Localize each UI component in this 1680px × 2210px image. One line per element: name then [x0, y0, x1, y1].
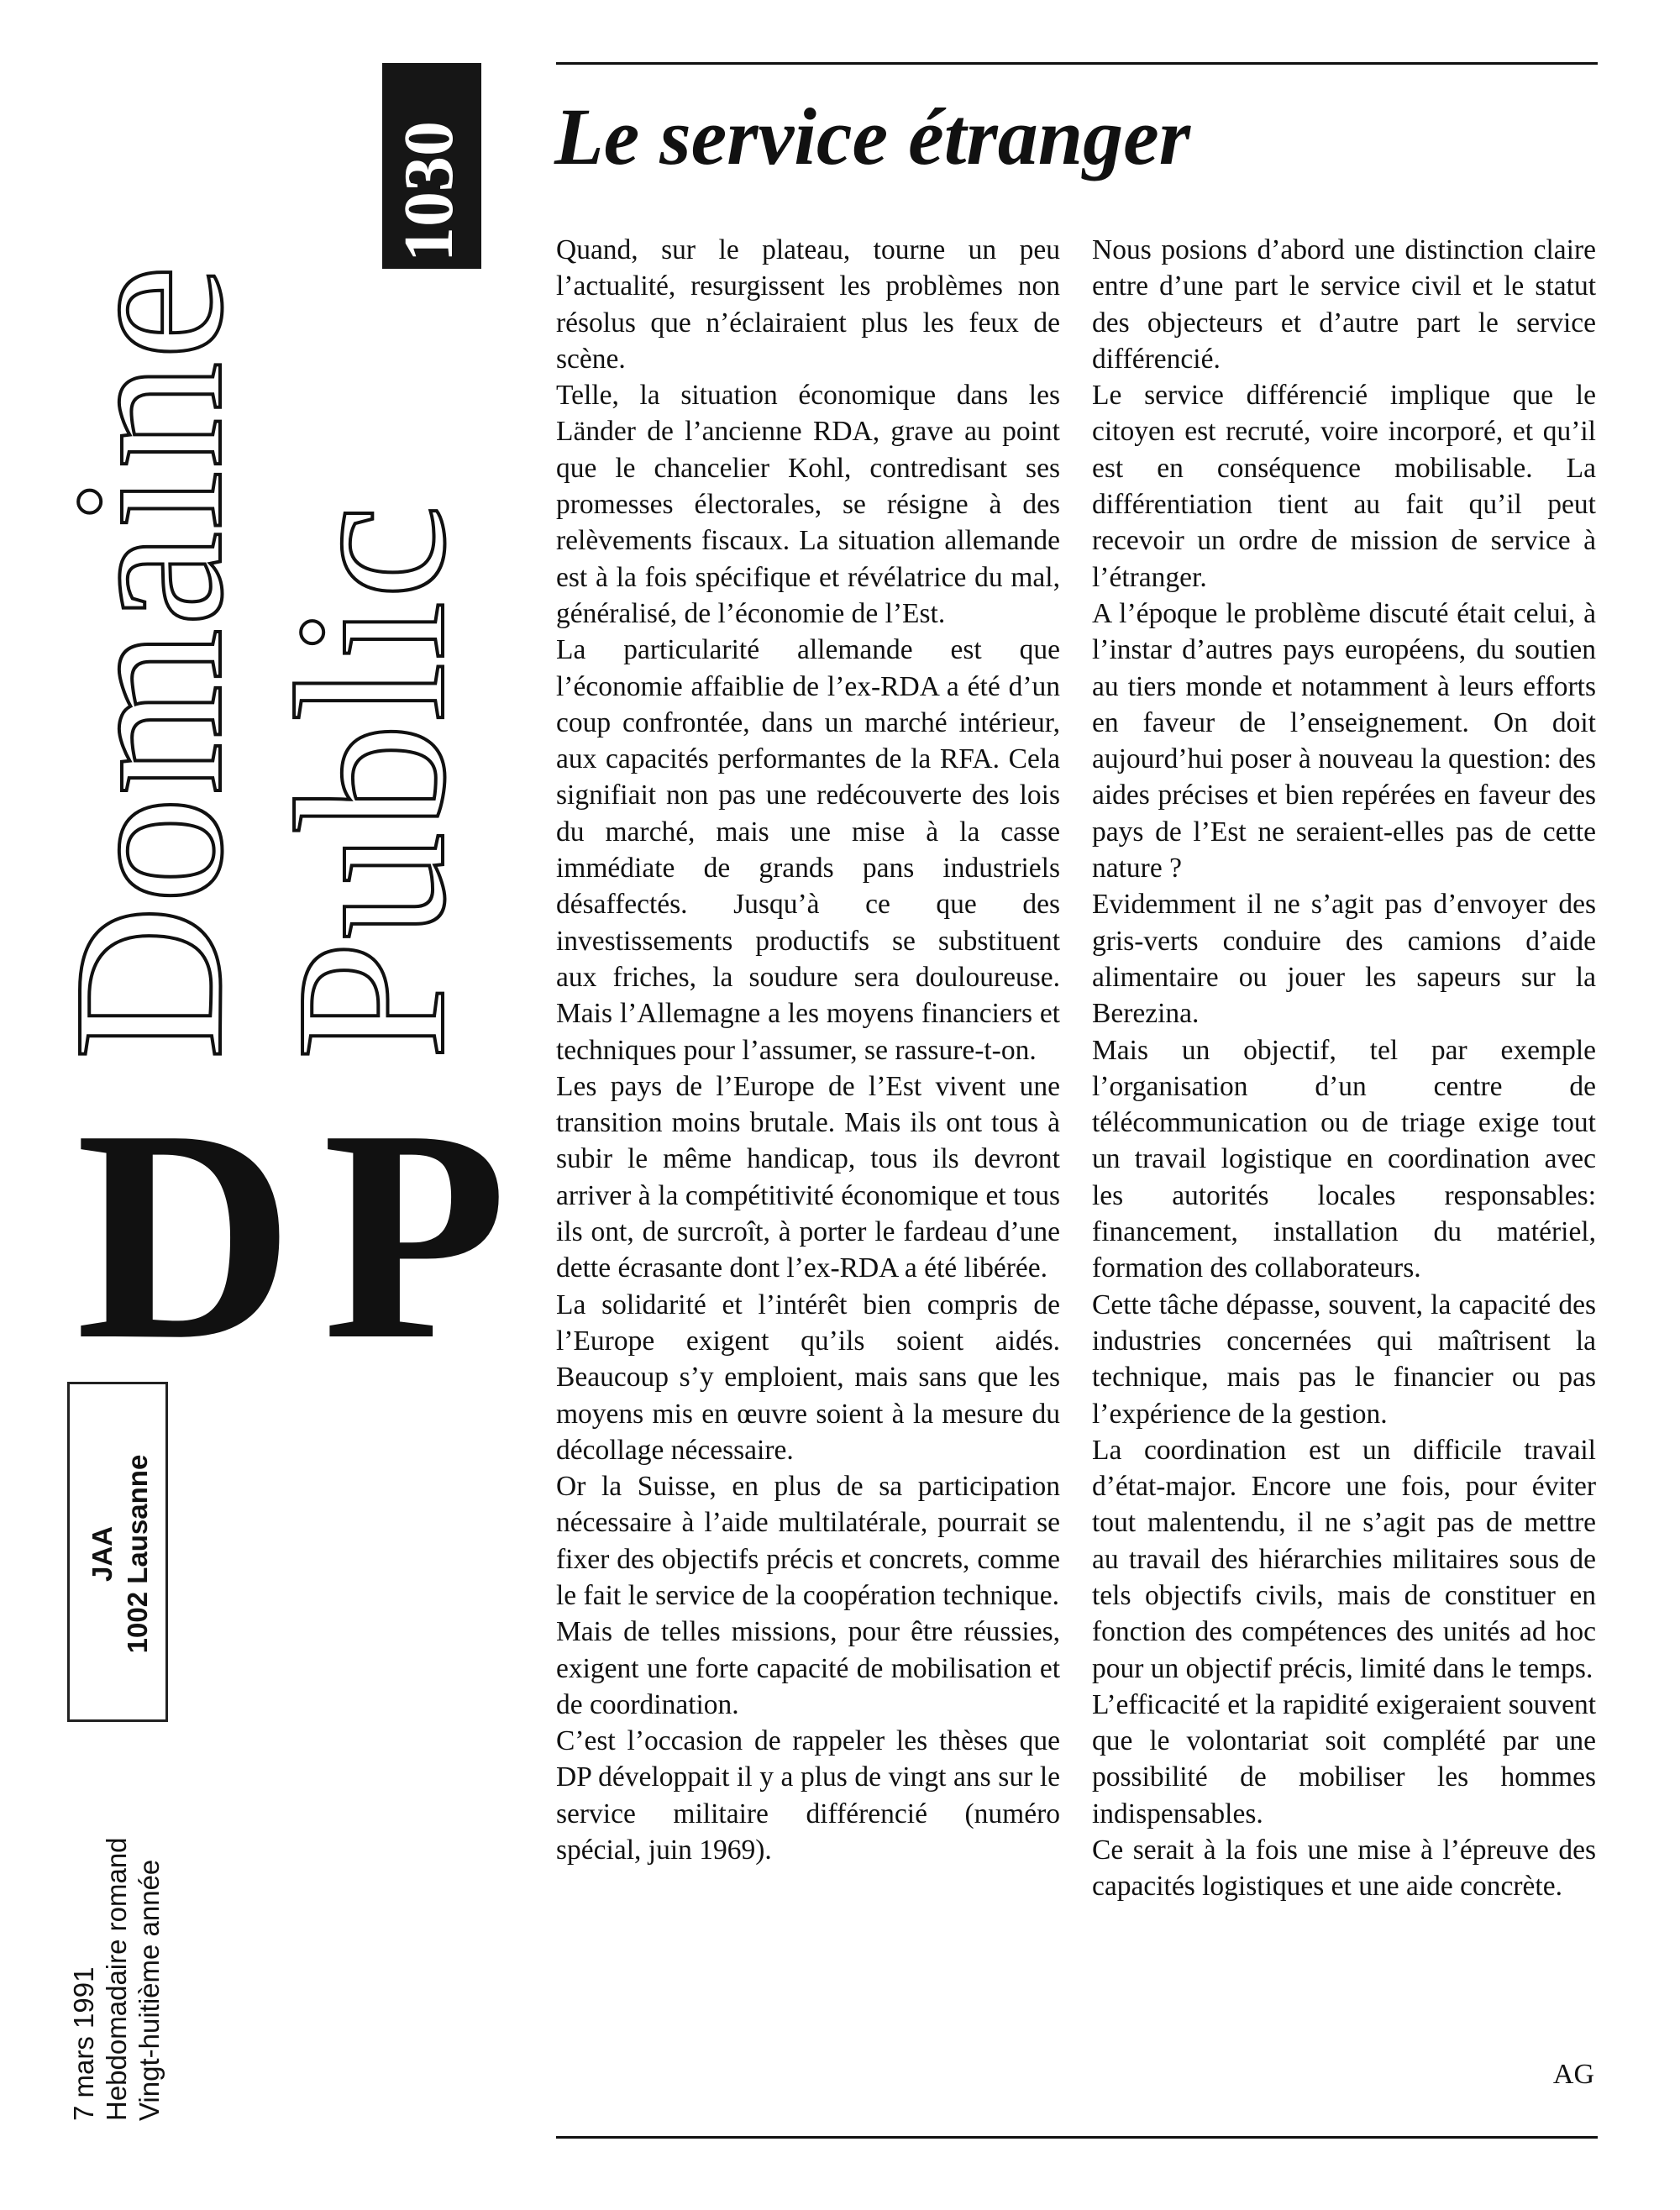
paragraph: Or la Suisse, en plus de sa participation nécessaire à l’aide multilatérale, pourrait se fixer des objectifs précis et concrets, comme le fait le service de la coopération technique. — [556, 1471, 1060, 1611]
masthead-domaine: Domaine — [30, 263, 267, 1060]
paragraph: La particularité allemande est que l’économie affaiblie de l’ex-RDA a été d’un coup confrontée, dans un marché intérieur, aux capacités performantes de la RFA. Cela signifiait non pas une redécouverte des lois du marché, mais une mise à la casse immédiate de grands pans industriels désaffectés. Jusqu’à ce que des investissements productifs se substituent aux friches, la soudure sera douloureuse. Mais l’Allemagne a les moyens financiers et techniques pour l’assumer, se rassure-t-on. — [556, 634, 1060, 1066]
paragraph: Evidemment il ne s’agit pas d’envoyer des gris-verts conduire des camions d’aide alimentaire ou jouer les sapeurs sur la Berezina. — [1092, 889, 1596, 1030]
issue-number: 1030 — [390, 121, 468, 262]
paragraph: Mais de telles missions, pour être réussies, exigent une forte capacité de mobilisation et de coordination. — [556, 1616, 1060, 1720]
paragraph: La solidarité et l’intérêt bien compris de l’Europe exigent qu’ils soient aidés. Beaucoup s’y emploient, mais sans que les moyens mis en œuvre soient à la mesure du décollage nécessaire. — [556, 1289, 1060, 1466]
article-column-right — [1092, 232, 1596, 1905]
top-rule — [556, 62, 1598, 65]
paragraph: C’est l’occasion de rappeler les thèses que DP développait il y a plus de vingt ans sur le service militaire différencié (numéro spécial, juin 1969). — [556, 1725, 1060, 1866]
paragraph: Quand, sur le plateau, tourne un peu l’actualité, resurgissent les problèmes non résolus que n’éclairaient plus les feux de scène. — [556, 234, 1060, 375]
paragraph: Telle, la situation économique dans les Länder de l’ancienne RDA, grave au point que le chancelier Kohl, contredisant ses promesses électorales, se résigne à des relèvements fiscaux. La situation allemande est à la fois spécifique et révélatrice du mal, généralisé, de l’économie de l’Est. — [556, 380, 1060, 629]
paragraph: L’efficacité et la rapidité exigeraient souvent que le volontariat soit complété par une possibilité de mobiliser les hommes indispensables. — [1092, 1688, 1596, 1829]
paragraph: A l’époque le problème discuté était celui, à l’instar d’autres pays européens, du soutien au tiers monde et notamment à leurs efforts en faveur de l’enseignement. On doit aujourd’hui poser à nouveau la question: des aides précises et bien repérées en faveur des pays de l’Est ne seraient-elles pas de cette nature ? — [1092, 597, 1596, 885]
issue-number-box — [382, 63, 481, 269]
paragraph: La coordination est un difficile travail d’état-major. Encore une fois, pour éviter tout malentendu, il ne s’agit pas de mettre au travail des hiérarchies militaires sous de tels objectifs civils, mais de constituer en fonction des compétences des unités ad hoc pour un objectif précis, limité dans le temps. — [1092, 1434, 1596, 1684]
paragraph: Nous posions d’abord une distinction claire entre d’une part le service civil et le statut des objecteurs et d’autre part le service différencié. — [1092, 234, 1596, 375]
dp-initials: DP — [76, 1067, 536, 1402]
postage-city: 1002 Lausanne — [122, 1454, 153, 1654]
issue-year: Vingt-huitième année — [134, 1859, 165, 2121]
paragraph: Mais un objectif, tel par exemple l’organisation d’un centre de télécommunication ou de triage exige tout un travail logistique en coordination avec les autorités locales responsables: financement, installation du matériel, formation des collaborateurs. — [1092, 1034, 1596, 1284]
postage-jaa: JAA — [87, 1525, 118, 1583]
paragraph: Ce serait à la fois une mise à l’épreuve des capacités logistiques et une aide concrète. — [1092, 1835, 1596, 1903]
issue-date: 7 mars 1991 — [68, 1966, 99, 2121]
article-signature: AG — [1552, 2059, 1594, 2090]
paragraph: Cette tâche dépasse, souvent, la capacité des industries concernées qui maîtrisent la technique, mais pas le financier ou pas l’expérience de la gestion. — [1092, 1289, 1596, 1430]
masthead-public: Public — [253, 502, 490, 1060]
bottom-rule — [556, 2136, 1598, 2139]
paragraph: Les pays de l’Europe de l’Est vivent une transition moins brutale. Mais ils ont tous à subir le même handicap, tous ils devront arriver à la compétitivité économique et tous ils ont, de surcroît, à porter le fardeau d’une dette écrasante dont l’ex-RDA a été libérée. — [556, 1070, 1060, 1284]
paragraph: Le service différencié implique que le citoyen est recruté, voire incorporé, et qu’il est en conséquence mobilisable. La différentiation tient au fait qu’il peut recevoir un ordre de mission de service à l’étranger. — [1092, 380, 1596, 593]
article-title: Le service étranger — [554, 92, 1191, 181]
postage-box — [67, 1382, 168, 1722]
issue-periodicity: Hebdomadaire romand — [101, 1837, 132, 2121]
article-column-left — [556, 232, 1060, 1868]
